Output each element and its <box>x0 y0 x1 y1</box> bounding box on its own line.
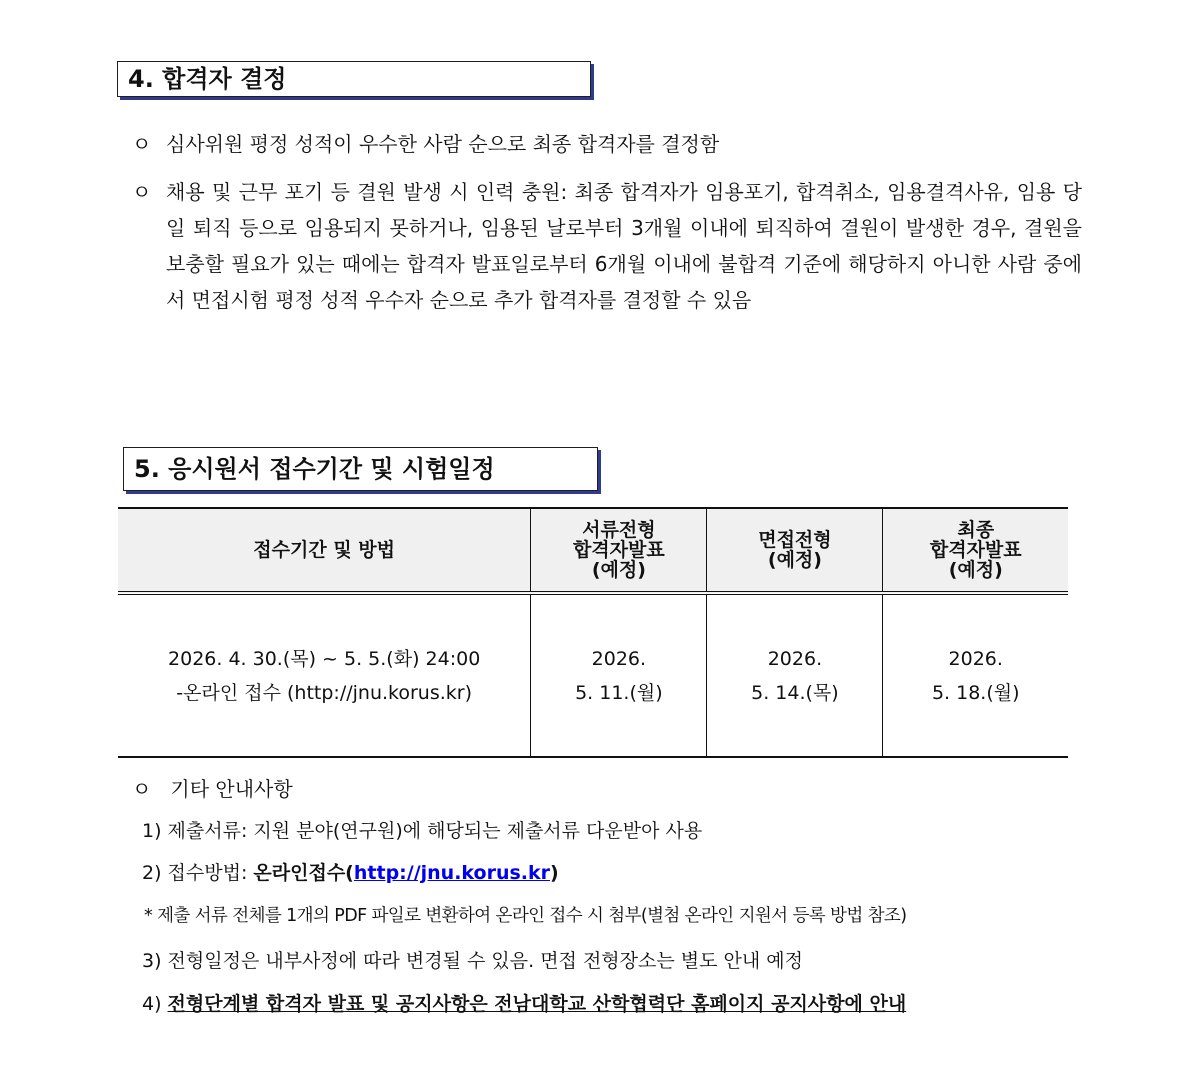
header-line: (예정) <box>591 559 646 581</box>
cell-interview-date <box>707 593 883 757</box>
section-5-heading: 5. 응시원서 접수기간 및 시험일정 <box>123 447 598 491</box>
section-4-item-2 <box>132 174 1082 318</box>
cell-final-announcement-date <box>883 593 1068 757</box>
application-link[interactable]: http://jnu.korus.kr <box>353 862 551 884</box>
note-pdf-instruction: * 제출 서류 전체를 1개의 PDF 파일로 변환하여 온라인 접수 시 첨부(별첨 온라인 지원서 등록 방법 참조) <box>144 906 907 926</box>
header-line: (예정) <box>948 559 1003 581</box>
cell-line: 5. 18.(월) <box>931 681 1020 704</box>
header-line: (예정) <box>767 549 822 571</box>
header-final-announcement <box>883 508 1068 593</box>
cell-line: -온라인 접수 (http://jnu.korus.kr) <box>176 681 472 704</box>
cell-line: 2026. <box>948 647 1003 670</box>
table-row <box>118 593 1068 757</box>
schedule-table <box>118 507 1068 758</box>
cell-line: 5. 14.(목) <box>751 681 839 704</box>
cell-line: 2026. 4. 30.(목) ~ 5. 5.(화) 24:00 <box>168 647 481 670</box>
header-document-screening <box>531 508 707 593</box>
notes-title <box>132 773 293 802</box>
header-line: 합격자발표 <box>572 539 665 561</box>
header-line: 최종 <box>957 519 995 541</box>
announcement-text: 전형단계별 합격자 발표 및 공지사항은 전남대학교 산학협력단 홈페이지 공지사항에 안내 <box>167 993 907 1015</box>
header-line: 서류전형 <box>582 519 656 541</box>
header-line: 면접전형 <box>758 529 832 551</box>
notes-title-text: 기타 안내사항 <box>170 777 293 801</box>
bullet-marker: ㅇ <box>132 777 152 801</box>
closing-paren: ) <box>550 862 559 884</box>
cell-application-period <box>118 593 531 757</box>
cell-line: 2026. <box>591 647 647 670</box>
note-application-method <box>142 858 559 885</box>
online-application-text: 온라인접수( <box>253 862 354 884</box>
bullet-marker: ㅇ <box>132 180 152 204</box>
item-text: 채용 및 근무 포기 등 결원 발생 시 인력 충원: 최종 합격자가 임용포기, 합격취소, 임용결격사유, 임용 당일 퇴직 등으로 임용되지 못하거나, 임용된 날로부터 3개월 이내에 퇴직하여 결원이 발생한 경우, 결원을 보충할 필요가 있는 때에는 합격자 발표일로부터 6개월 이내에 불합격 기준에 해당하지 아니한 사람 중에서 면접시험 평정 성적 우수자 순으로 추가 합격자를 결정할 수 있음 <box>166 180 1082 312</box>
note-announcement <box>142 989 906 1016</box>
header-line: 합격자발표 <box>929 539 1022 561</box>
table-header-row <box>118 508 1068 593</box>
cell-line: 2026. <box>767 647 823 670</box>
cell-line: 5. 11.(월) <box>575 681 663 704</box>
note-schedule-change: 3) 전형일정은 내부사정에 따라 변경될 수 있음. 면접 전형장소는 별도 안내 예정 <box>142 950 803 972</box>
item-text: 심사위원 평정 성적이 우수한 사람 순으로 최종 합격자를 결정함 <box>166 132 720 156</box>
header-application-period <box>118 508 531 593</box>
note-label: 2) 접수방법: <box>142 862 254 884</box>
note-documents: 1) 제출서류: 지원 분야(연구원)에 해당되는 제출서류 다운받아 사용 <box>142 820 703 842</box>
section-4-item-1 <box>132 126 1082 162</box>
header-line: 접수기간 및 방법 <box>253 539 396 561</box>
section-4-heading: 4. 합격자 결정 <box>117 61 591 97</box>
note-label: 4) <box>142 993 168 1015</box>
cell-document-screening-date <box>531 593 707 757</box>
bullet-marker: ㅇ <box>132 132 152 156</box>
header-interview <box>707 508 883 593</box>
